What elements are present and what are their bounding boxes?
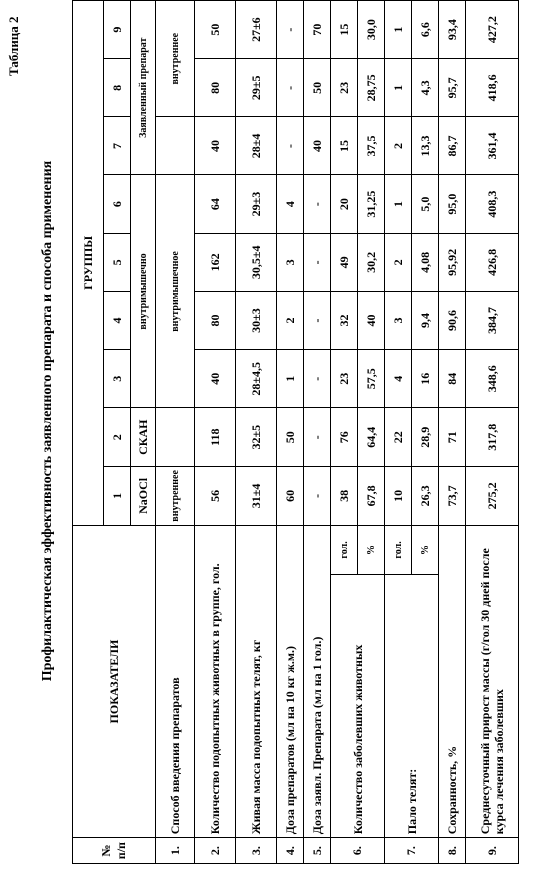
cell: 40 [195, 117, 236, 175]
group-number: 9 [104, 1, 131, 59]
cell: внутреннее [156, 1, 195, 117]
drug-span-internal: внутримышечно [131, 175, 156, 408]
cell: 37,5 [358, 117, 385, 175]
row-num: 1. [156, 838, 195, 864]
cell: 31±4 [236, 466, 277, 525]
row-label [385, 575, 439, 838]
row-label [236, 525, 277, 837]
row-num: 3. [236, 838, 277, 864]
cell: - [304, 350, 331, 408]
cell: 361,4 [466, 117, 519, 175]
cell: - [304, 233, 331, 291]
cell: 6,6 [412, 1, 439, 59]
cell: 3 [385, 291, 412, 349]
cell: 95,0 [439, 175, 466, 233]
table-row [385, 1, 412, 864]
group-number: 7 [104, 117, 131, 175]
row-label [156, 525, 195, 837]
cell: 15 [331, 117, 358, 175]
table-row [466, 1, 519, 864]
cell: 28±4 [236, 117, 277, 175]
row-num: 8. [439, 838, 466, 864]
cell: - [277, 117, 304, 175]
group-number: 6 [104, 175, 131, 233]
row-label-text: Доза заявл. Препарата (мл на 1 гол.) [310, 636, 324, 835]
cell: 1 [385, 1, 412, 59]
group-number: 8 [104, 59, 131, 117]
cell: 86,7 [439, 117, 466, 175]
cell: 49 [331, 233, 358, 291]
cell: 50 [195, 1, 236, 59]
unit-label: % [358, 525, 385, 574]
row-label-text: Пало телят: [404, 768, 419, 835]
cell: 95,7 [439, 59, 466, 117]
cell: 40 [304, 117, 331, 175]
cell: 30,2 [358, 233, 385, 291]
cell: 275,2 [466, 466, 519, 525]
cell: 4 [385, 350, 412, 408]
cell: 90,6 [439, 291, 466, 349]
cell: 317,8 [466, 408, 519, 466]
cell: 70 [304, 1, 331, 59]
cell: 60 [277, 466, 304, 525]
cell: 38 [331, 466, 358, 525]
cell: 16 [412, 350, 439, 408]
row-num: 2. [195, 838, 236, 864]
cell: 50 [304, 59, 331, 117]
cell: 30,5±4 [236, 233, 277, 291]
table-row [277, 1, 304, 864]
row-label [439, 525, 466, 837]
unit-label: гол. [331, 525, 358, 574]
table-title: Профилактическая эффективность заявленного препарата и способа применения [40, 160, 55, 682]
cell: 15 [331, 1, 358, 59]
cell: 28,9 [412, 408, 439, 466]
cell: 384,7 [466, 291, 519, 349]
cell: 1 [385, 59, 412, 117]
cell: - [304, 175, 331, 233]
cell: 40 [195, 350, 236, 408]
cell: 26,3 [412, 466, 439, 525]
cell: 56 [195, 466, 236, 525]
cell: 80 [195, 59, 236, 117]
drug-name: СКАН [131, 408, 156, 466]
cell: 427,2 [466, 1, 519, 59]
cell: 20 [331, 175, 358, 233]
table-row [331, 1, 358, 864]
cell: 9,4 [412, 291, 439, 349]
row-num: 4. [277, 838, 304, 864]
cell: 29±3 [236, 175, 277, 233]
row-label [304, 525, 331, 837]
header-indicators: ПОКАЗАТЕЛИ [73, 525, 156, 837]
cell: 1 [385, 175, 412, 233]
cell: внутримышечное [156, 175, 195, 408]
cell: 64 [195, 175, 236, 233]
row-num: 6. [331, 838, 385, 864]
row-label-text: Живая масса подопытных телят, кг [249, 639, 263, 835]
row-label-text: Количество подопытных животных в группе, гол. [208, 563, 222, 835]
unit-label: гол. [385, 525, 412, 574]
cell: - [277, 1, 304, 59]
cell: - [304, 466, 331, 525]
cell: 3 [277, 233, 304, 291]
cell: 30±3 [236, 291, 277, 349]
cell: 40 [358, 291, 385, 349]
table-row [236, 1, 277, 864]
cell: 1 [277, 350, 304, 408]
row-label-text: Количество заболевших животных [350, 644, 365, 835]
cell [156, 408, 195, 466]
group-number: 4 [104, 291, 131, 349]
cell: 32 [331, 291, 358, 349]
cell: 13,3 [412, 117, 439, 175]
cell: 4,3 [412, 59, 439, 117]
cell: 408,3 [466, 175, 519, 233]
table-number: Таблица 2 [6, 16, 21, 76]
table-row [156, 1, 195, 864]
cell: 4,08 [412, 233, 439, 291]
cell: 95,92 [439, 233, 466, 291]
cell: 30,0 [358, 1, 385, 59]
row-label-text: Сохранность, % [445, 745, 459, 835]
header-groups: ГРУППЫ [73, 1, 104, 526]
unit-label: % [412, 525, 439, 574]
cell: 27±6 [236, 1, 277, 59]
cell: 2 [385, 233, 412, 291]
cell [156, 117, 195, 175]
efficacy-table [72, 0, 519, 864]
cell: 23 [331, 350, 358, 408]
header-row-groups [73, 1, 104, 864]
row-label [331, 575, 385, 838]
drug-name: NaOCl [131, 466, 156, 525]
cell: 73,7 [439, 466, 466, 525]
cell: 29±5 [236, 59, 277, 117]
cell: 31,25 [358, 175, 385, 233]
cell: 71 [439, 408, 466, 466]
cell: 64,4 [358, 408, 385, 466]
cell: - [277, 59, 304, 117]
table-row [439, 1, 466, 864]
row-label-text: Среднесуточный прирост массы (г/гол 30 дней после курса лечения заболевших [478, 548, 506, 835]
cell: 348,6 [466, 350, 519, 408]
cell: 32±5 [236, 408, 277, 466]
group-number: 2 [104, 408, 131, 466]
table-row [195, 1, 236, 864]
row-label [195, 525, 236, 837]
cell: 50 [277, 408, 304, 466]
row-label-text: Способ введения препаратов [168, 677, 182, 835]
cell: 76 [331, 408, 358, 466]
cell: 5,0 [412, 175, 439, 233]
cell: 22 [385, 408, 412, 466]
row-num: 7. [385, 838, 439, 864]
cell: 426,8 [466, 233, 519, 291]
cell: 80 [195, 291, 236, 349]
cell: 28,75 [358, 59, 385, 117]
group-number: 3 [104, 350, 131, 408]
cell: 23 [331, 59, 358, 117]
cell: 84 [439, 350, 466, 408]
cell: 118 [195, 408, 236, 466]
cell: 2 [277, 291, 304, 349]
row-num: 9. [466, 838, 519, 864]
table-row [304, 1, 331, 864]
cell: 10 [385, 466, 412, 525]
row-num: 5. [304, 838, 331, 864]
cell: 57,5 [358, 350, 385, 408]
cell: 67,8 [358, 466, 385, 525]
row-label [466, 525, 519, 837]
group-number: 1 [104, 466, 131, 525]
cell: 28±4,5 [236, 350, 277, 408]
cell: 2 [385, 117, 412, 175]
cell: 4 [277, 175, 304, 233]
row-label [277, 525, 304, 837]
cell: 93,4 [439, 1, 466, 59]
drug-span-claimed: Заявленный препарат [131, 1, 156, 176]
cell: - [304, 408, 331, 466]
header-num: № п/п [73, 838, 156, 864]
cell: 162 [195, 233, 236, 291]
group-number: 5 [104, 233, 131, 291]
cell: - [304, 291, 331, 349]
cell: внутреннее [156, 466, 195, 525]
cell: 418,6 [466, 59, 519, 117]
row-label-text: Доза препаратов (мл на 10 кг ж.м.) [283, 646, 297, 835]
